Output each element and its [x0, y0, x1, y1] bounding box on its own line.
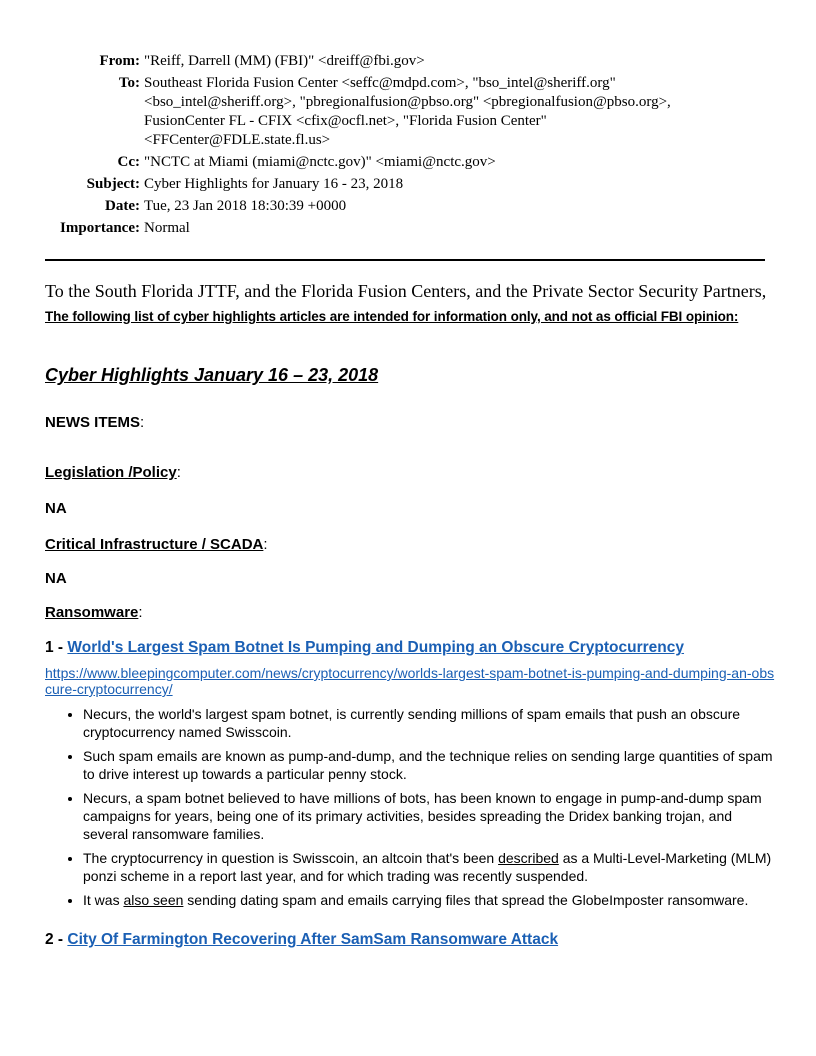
- spacer-mark: [45, 396, 775, 414]
- legislation-label: Legislation /Policy: [45, 464, 177, 481]
- email-header: [0, 52, 816, 241]
- article-title-link[interactable]: World's Largest Spam Botnet Is Pumping and Dumping an Obscure Cryptocurrency: [67, 639, 685, 656]
- article-number: 2 -: [45, 931, 68, 948]
- to-label: To:: [118, 75, 140, 91]
- importance-value: Normal: [144, 220, 190, 236]
- disclaimer: The following list of cyber highlights articles are intended for information only, and not as official FBI opinion:: [45, 309, 739, 324]
- article-2: [45, 931, 775, 949]
- critical-value: [45, 570, 775, 588]
- list-item: • Necurs, the world's largest spam botnet, is currently sending millions of spam emails that push an obscure cryptocurrency named Swisscoin.: [83, 705, 775, 741]
- article-heading: [45, 639, 775, 657]
- also-seen-link[interactable]: also seen: [123, 892, 184, 908]
- to-line: <bso_intel@sheriff.org>, "pbregionalfusion@pbso.org" <pbregionalfusion@pbso.org>,: [144, 94, 671, 110]
- from-value: "Reiff, Darrell (MM) (FBI)" <dreiff@fbi.gov>: [144, 53, 425, 69]
- article-url-link[interactable]: https://www.bleepingcomputer.com/news/cryptocurrency/worlds-largest-spam-botnet-is-pumping-and-dumping-an-obscure-cryptocurrency/: [45, 665, 775, 697]
- critical-label: Critical Infrastructure / SCADA: [45, 536, 264, 553]
- ransomware-label: Ransomware: [45, 604, 139, 621]
- bullet-text: sending dating spam and emails carrying files that spread the GlobeImposter ransomware.: [183, 892, 749, 908]
- to-line: Southeast Florida Fusion Center <seffc@mdpd.com>, "bso_intel@sheriff.org": [144, 75, 616, 91]
- news-items-label: NEWS ITEMS: [45, 414, 141, 431]
- greeting: To the South Florida JTTF, and the Florida Fusion Centers, and the Private Sector Security Partners,: [45, 281, 767, 301]
- article-1: [45, 639, 775, 909]
- cc-row: [0, 153, 816, 172]
- email-body: [45, 281, 775, 949]
- from-row: [0, 52, 816, 71]
- importance-label: Importance:: [60, 220, 140, 236]
- article-bullets: [45, 705, 775, 909]
- colon: :: [176, 464, 181, 481]
- described-link[interactable]: described: [498, 850, 559, 866]
- subject-label: Subject:: [86, 176, 140, 192]
- legislation-heading: [45, 464, 775, 482]
- to-value: [144, 74, 724, 150]
- bullet-text: It was: [83, 892, 124, 908]
- header-divider: [45, 259, 765, 261]
- article-number: 1 -: [45, 639, 68, 656]
- colon: :: [138, 604, 143, 621]
- list-item: • Such spam emails are known as pump-and-dump, and the technique relies on sending large quantities of spam to drive interest up towards a particular penny stock.: [83, 747, 775, 783]
- cc-label: Cc:: [117, 154, 140, 170]
- importance-row: [0, 219, 816, 238]
- cc-value: "NCTC at Miami (miami@nctc.gov)" <miami@nctc.gov>: [144, 154, 496, 170]
- to-line: FusionCenter FL - CFIX <cfix@ocfl.net>, "Florida Fusion Center": [144, 113, 547, 129]
- to-row: [0, 74, 816, 150]
- legislation-na: NA: [45, 500, 67, 517]
- to-line: <FFCenter@FDLE.state.fl.us>: [144, 132, 331, 148]
- critical-na: NA: [45, 570, 67, 587]
- ransomware-heading: [45, 604, 775, 622]
- colon: :: [140, 414, 145, 431]
- list-item: [83, 849, 775, 885]
- article-title-link[interactable]: City Of Farmington Recovering After SamSam Ransomware Attack: [67, 931, 559, 948]
- bullet-text: as a Multi-Level-Marketing (MLM) ponzi scheme in a report last year, and for which trading was recently suspended.: [83, 850, 772, 884]
- bullet-text: The cryptocurrency in question is Swisscoin, an altcoin that's been: [83, 850, 499, 866]
- critical-heading: [45, 536, 775, 554]
- list-item: [83, 891, 775, 909]
- date-label: Date:: [105, 198, 140, 214]
- from-label: From:: [99, 53, 140, 69]
- spacer-mark: [45, 448, 775, 458]
- page-title: Cyber Highlights January 16 – 23, 2018: [45, 365, 379, 385]
- subject-row: [0, 175, 816, 194]
- subject-value: Cyber Highlights for January 16 - 23, 2018: [144, 176, 404, 192]
- date-row: [0, 197, 816, 216]
- list-item: • Necurs, a spam botnet believed to have millions of bots, has been known to engage in pump-and-dump spam campaigns for years, being one of its primary activities, besides spreading the Dridex banking trojan, and several ransomware families.: [83, 789, 775, 843]
- date-value: Tue, 23 Jan 2018 18:30:39 +0000: [144, 198, 347, 214]
- colon: :: [263, 536, 268, 553]
- legislation-value: [45, 500, 775, 518]
- news-items-heading: [45, 414, 775, 432]
